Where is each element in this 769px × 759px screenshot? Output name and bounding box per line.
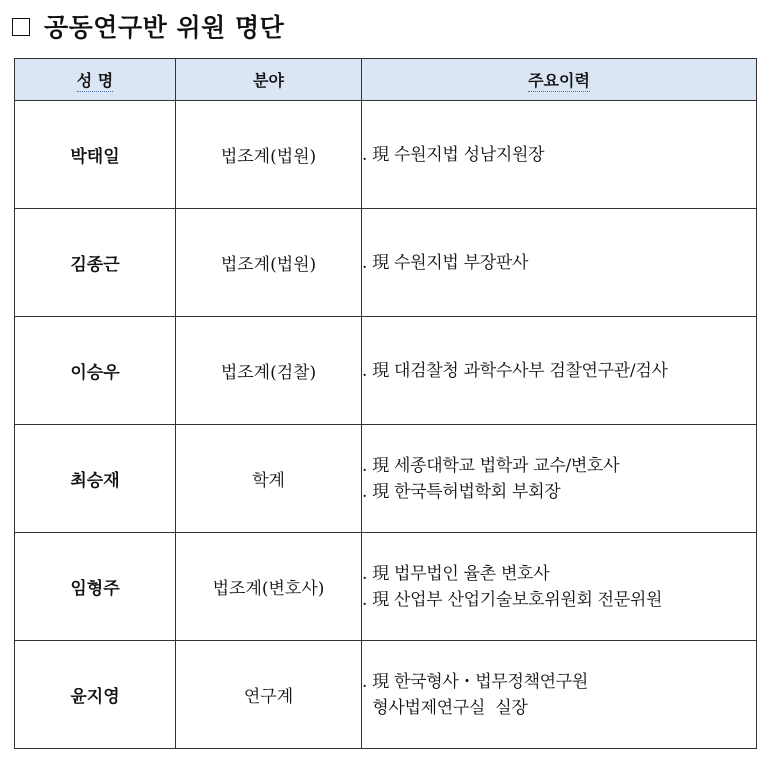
table-header-row	[15, 59, 757, 101]
member-name: 박태일	[15, 101, 176, 209]
career-line: . 現 수원지법 성남지원장	[362, 144, 545, 165]
career-line: . 現 한국특허법학회 부회장	[362, 481, 561, 502]
header-name-label: 성 명	[76, 71, 114, 90]
career-line: 형사법제연구실 실장	[362, 697, 528, 718]
member-career	[362, 641, 757, 749]
member-field: 법조계(법원)	[176, 101, 362, 209]
member-field: 학계	[176, 425, 362, 533]
header-name	[15, 59, 176, 101]
career-line: . 現 대검찰청 과학수사부 검찰연구관/검사	[362, 360, 668, 381]
member-name: 김종근	[15, 209, 176, 317]
career-line: . 現 법무법인 율촌 변호사	[362, 563, 550, 584]
member-career	[362, 533, 757, 641]
member-field: 법조계(검찰)	[176, 317, 362, 425]
header-career-label: 주요이력	[528, 71, 590, 90]
header-career	[362, 59, 757, 101]
member-roster-table	[14, 58, 757, 749]
career-line: . 現 수원지법 부장판사	[362, 252, 529, 273]
member-field: 연구계	[176, 641, 362, 749]
table-row	[15, 209, 757, 317]
member-career	[362, 425, 757, 533]
member-career	[362, 209, 757, 317]
member-career	[362, 317, 757, 425]
page-title	[12, 8, 284, 44]
member-name: 이승우	[15, 317, 176, 425]
checkbox-icon	[12, 18, 30, 36]
member-field: 법조계(법원)	[176, 209, 362, 317]
member-name: 윤지영	[15, 641, 176, 749]
member-name: 임형주	[15, 533, 176, 641]
header-field: 분야	[176, 59, 362, 101]
table-row	[15, 533, 757, 641]
career-line: . 現 산업부 산업기술보호위원회 전문위원	[362, 589, 663, 610]
member-name: 최승재	[15, 425, 176, 533]
table-row	[15, 317, 757, 425]
table-row	[15, 425, 757, 533]
career-line: . 現 세종대학교 법학과 교수/변호사	[362, 455, 620, 476]
table-row	[15, 101, 757, 209]
member-field: 법조계(변호사)	[176, 533, 362, 641]
career-line: . 現 한국형사・법무정책연구원	[362, 671, 589, 692]
page-title-text: 공동연구반 위원 명단	[44, 13, 285, 42]
table-row	[15, 641, 757, 749]
member-career	[362, 101, 757, 209]
